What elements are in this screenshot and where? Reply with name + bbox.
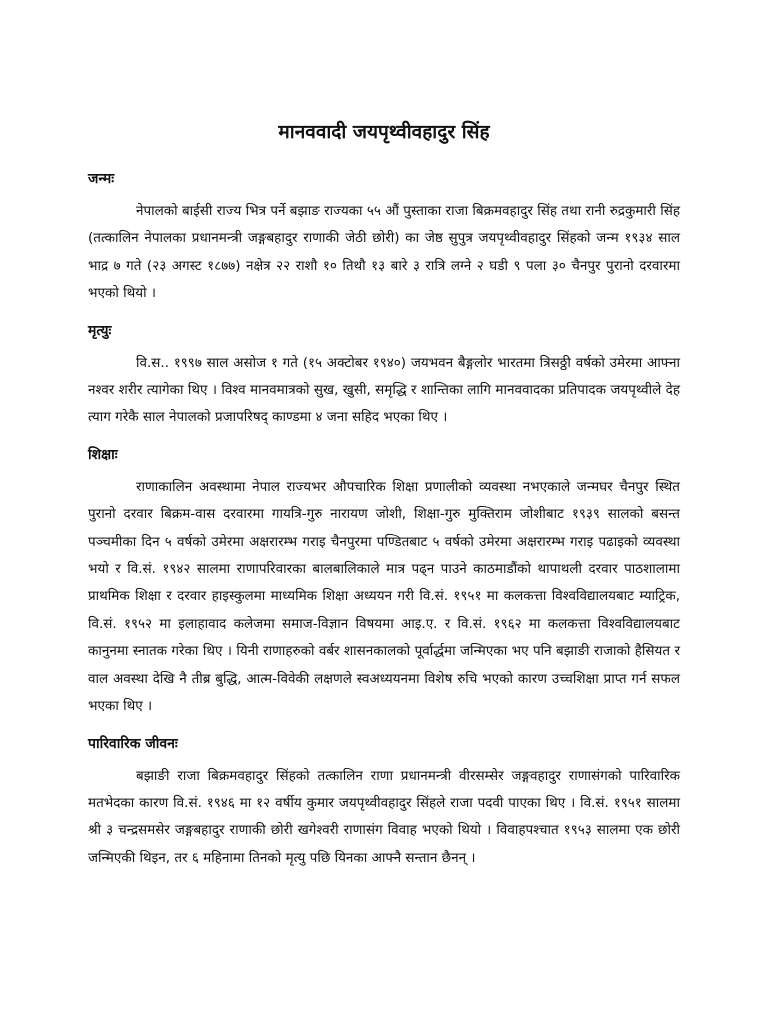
- section-body-education: राणाकालिन अवस्थामा नेपाल राज्यभर औपचारिक शिक्षा प्रणालीको व्यवस्था नभएकाले जन्मघर चैनपुर स्थित पुरानो दरवार बिक्रम-वास दरवारमा गायत्रि-गुरु नारायण जोशी, शिक्षा-गुरु मुक्तिराम जोशीबाट १९३९ सालको बसन्त पञ्चमीका दिन ५ वर्षको उमेरमा अक्षरारम्भ गराइ चैनपुरमा पण्डितबाट ५ वर्षको उमेरमा अक्षरारम्भ गराइ पढाइको व्यवस्था भयो र वि.सं. १९४२ सालमा राणापरिवारका बालबालिकाले मात्र पढ्न पाउने काठमाडौंको थापाथली दरवार पाठशालामा प्राथमिक शिक्षा र दरवार हाइस्कुलमा माध्यमिक शिक्षा अध्ययन गरी वि.सं. १९५१ मा कलकत्ता विश्वविद्यालयबाट म्याट्रिक, वि.सं. १९५२ मा इलाहावाद कलेजमा समाज-विज्ञान विषयमा आइ.ए. र वि.सं. १९६२ मा कलकत्ता विश्वविद्यालयबाट कानुनमा स्नातक गरेका थिए । यिनी राणाहरुको वर्बर शासनकालको पूर्वार्द्धमा जन्मिएका भए पनि बझाङी राजाको हैसियत र वाल अवस्था देखि नै तीब्र बुद्धि, आत्म-विवेकी लक्षणले स्वअध्ययनमा विशेष रुचि भएको कारण उच्चशिक्षा प्राप्त गर्न सफल भएका थिए ।: [88, 478, 680, 715]
- document-title: मानववादी जयपृथ्वीवहादुर सिंह: [278, 121, 490, 143]
- section-birth: [88, 168, 680, 308]
- section-family-life: [88, 733, 680, 873]
- section-education: [88, 444, 680, 721]
- section-death: [88, 320, 680, 432]
- section-heading-death: मृत्युः: [88, 322, 112, 339]
- section-heading-birth: जन्मः: [88, 171, 115, 187]
- section-body-death: वि.स.. १९९७ साल असोज १ गते (१५ अक्टोबर १९४०) जयभवन बैङ्गलोर भारतमा त्रिसठ्ठी वर्षको उमेरमा आफ्ना नश्वर शरीर त्यागेका थिए । विश्व मानवमात्रको सुख, खुसी, समृद्धि र शान्तिका लागि मानववादका प्रतिपादक जयपृथ्वीले देह त्याग गरेकै साल नेपालको प्रजापरिषद् काण्डमा ४ जना सहिद भएका थिए ।: [88, 354, 680, 426]
- section-body-birth: नेपालको बाईसी राज्य भित्र पर्ने बझाङ राज्यका ५५ औं पुस्ताका राजा बिक्रमवहादुर सिंह तथा रानी रुद्रकुमारी सिंह (तत्कालिन नेपालका प्रधानमन्त्री जङ्गबहादुर राणाकी जेठी छोरी) का जेष्ठ सुपुत्र जयपृथ्वीवहादुर सिंहको जन्म १९३४ साल भाद्र ७ गते (२३ अगस्ट १८७७) नक्षेत्र २२ राशौ १० तिथौ १३ बारे ३ रात्रि लग्ने २ घडी ९ पला ३० चैनपुर पुरानो दरवारमा भएको थियो ।: [88, 203, 680, 302]
- section-heading-education: शिक्षाः: [88, 446, 118, 463]
- section-heading-family-life: पारिवारिक जीवनः: [88, 735, 178, 752]
- section-body-family-life: बझाङी राजा बिक्रमवहादुर सिंहको तत्कालिन राणा प्रधानमन्त्री वीरसम्सेर जङ्गवहादुर राणासंगको पारिवारिक मतभेदका कारण वि.सं. १९४६ मा १२ वर्षीय कुमार जयपृथ्वीवहादुर सिंहले राजा पदवी पाएका थिए । वि.सं. १९५१ सालमा श्री ३ चन्द्रसमसेर जङ्गबहादुर राणाकी छोरी खगेश्वरी राणासंग विवाह भएको थियो । विवाहपश्चात १९५३ सालमा एक छोरी जन्मिएकी थिइन, तर ६ महिनामा तिनको मृत्यु पछि यिनका आफ्नै सन्तान छैनन् ।: [88, 767, 680, 866]
